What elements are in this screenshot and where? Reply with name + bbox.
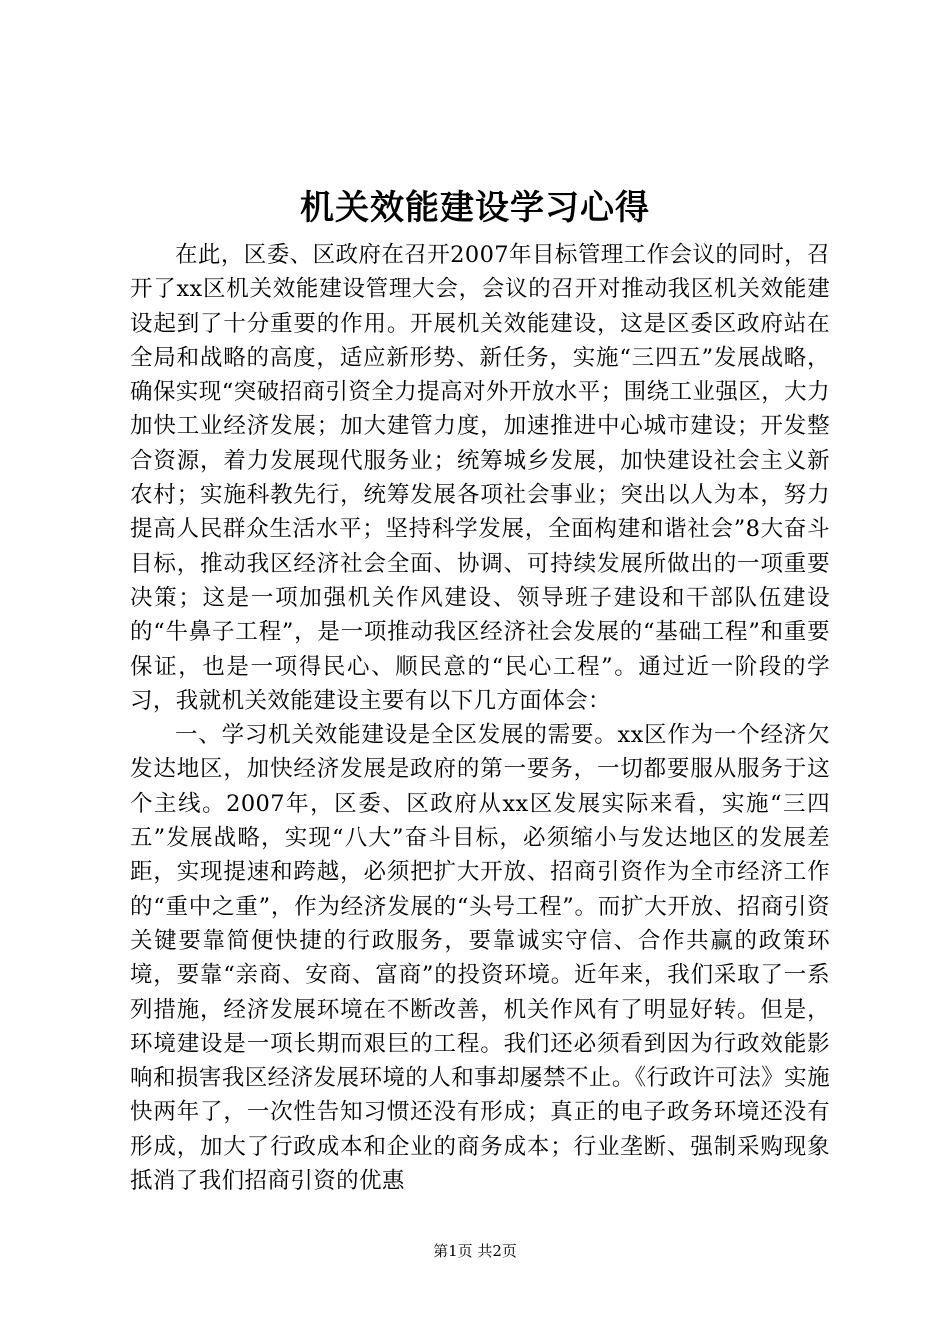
paragraph-intro: 在此，区委、区政府在召开2007年目标管理工作会议的同时，召开了xx区机关效能建设管理大会，会议的召开对推动我区机关效能建设起到了十分重要的作用。开展机关效能建设，这是区委区政府站在全局和战略的高度，适应新形势、新任务，实施“三四五”发展战略，确保实现“突破招商引资全力提高对外开放水平；围绕工业强区，大力加快工业经济发展；加大建管力度，加速推进中心城市建设；开发整合资源，着力发展现代服务业；统筹城乡发展，加快建设社会主义新农村；实施科教先行，统筹发展各项社会事业；突出以人为本，努力提高人民群众生活水平；坚持科学发展，全面构建和谐社会”8大奋斗目标，推动我区经济社会全面、协调、可持续发展所做出的一项重要决策；这是一项加强机关作风建设、领导班子建设和干部队伍建设的“牛鼻子工程”，是一项推动我区经济社会发展的“基础工程”和重要保证，也是一项得民心、顺民意的“民心工程”。通过近一阶段的学习，我就机关效能建设主要有以下几方面体会： [130,242,830,714]
document-body [130,238,830,1198]
document-title: 机关效能建设学习心得 [300,188,650,228]
paragraph-section-one: 一、学习机关效能建设是全区发展的需要。xx区作为一个经济欠发达地区，加快经济发展是政府的第一要务，一切都要服从服务于这个主线。2007年，区委、区政府从xx区发展实际来看，实施“三四五”发展战略，实现“八大”奋斗目标，必须缩小与发达地区的发展差距，实现提速和跨越，必须把扩大开放、招商引资作为全市经济工作的“重中之重”，作为经济发展的“头号工程”。而扩大开放、招商引资关键要靠简便快捷的行政服务，要靠诚实守信、合作共赢的政策环境，要靠“亲商、安商、富商”的投资环境。近年来，我们采取了一系列措施，经济发展环境在不断改善，机关作风有了明显好转。但是，环境建设是一项长期而艰巨的工程。我们还必须看到因为行政效能影响和损害我区经济发展环境的人和事却屡禁不止。《行政许可法》实施快两年了，一次性告知习惯还没有形成；真正的电子政务环境还没有形成，加大了行政成本和企业的商务成本；行业垄断、强制采购现象抵消了我们招商引资的优惠 [130,722,830,1195]
page-footer: 第1页 共2页 [433,1242,517,1260]
